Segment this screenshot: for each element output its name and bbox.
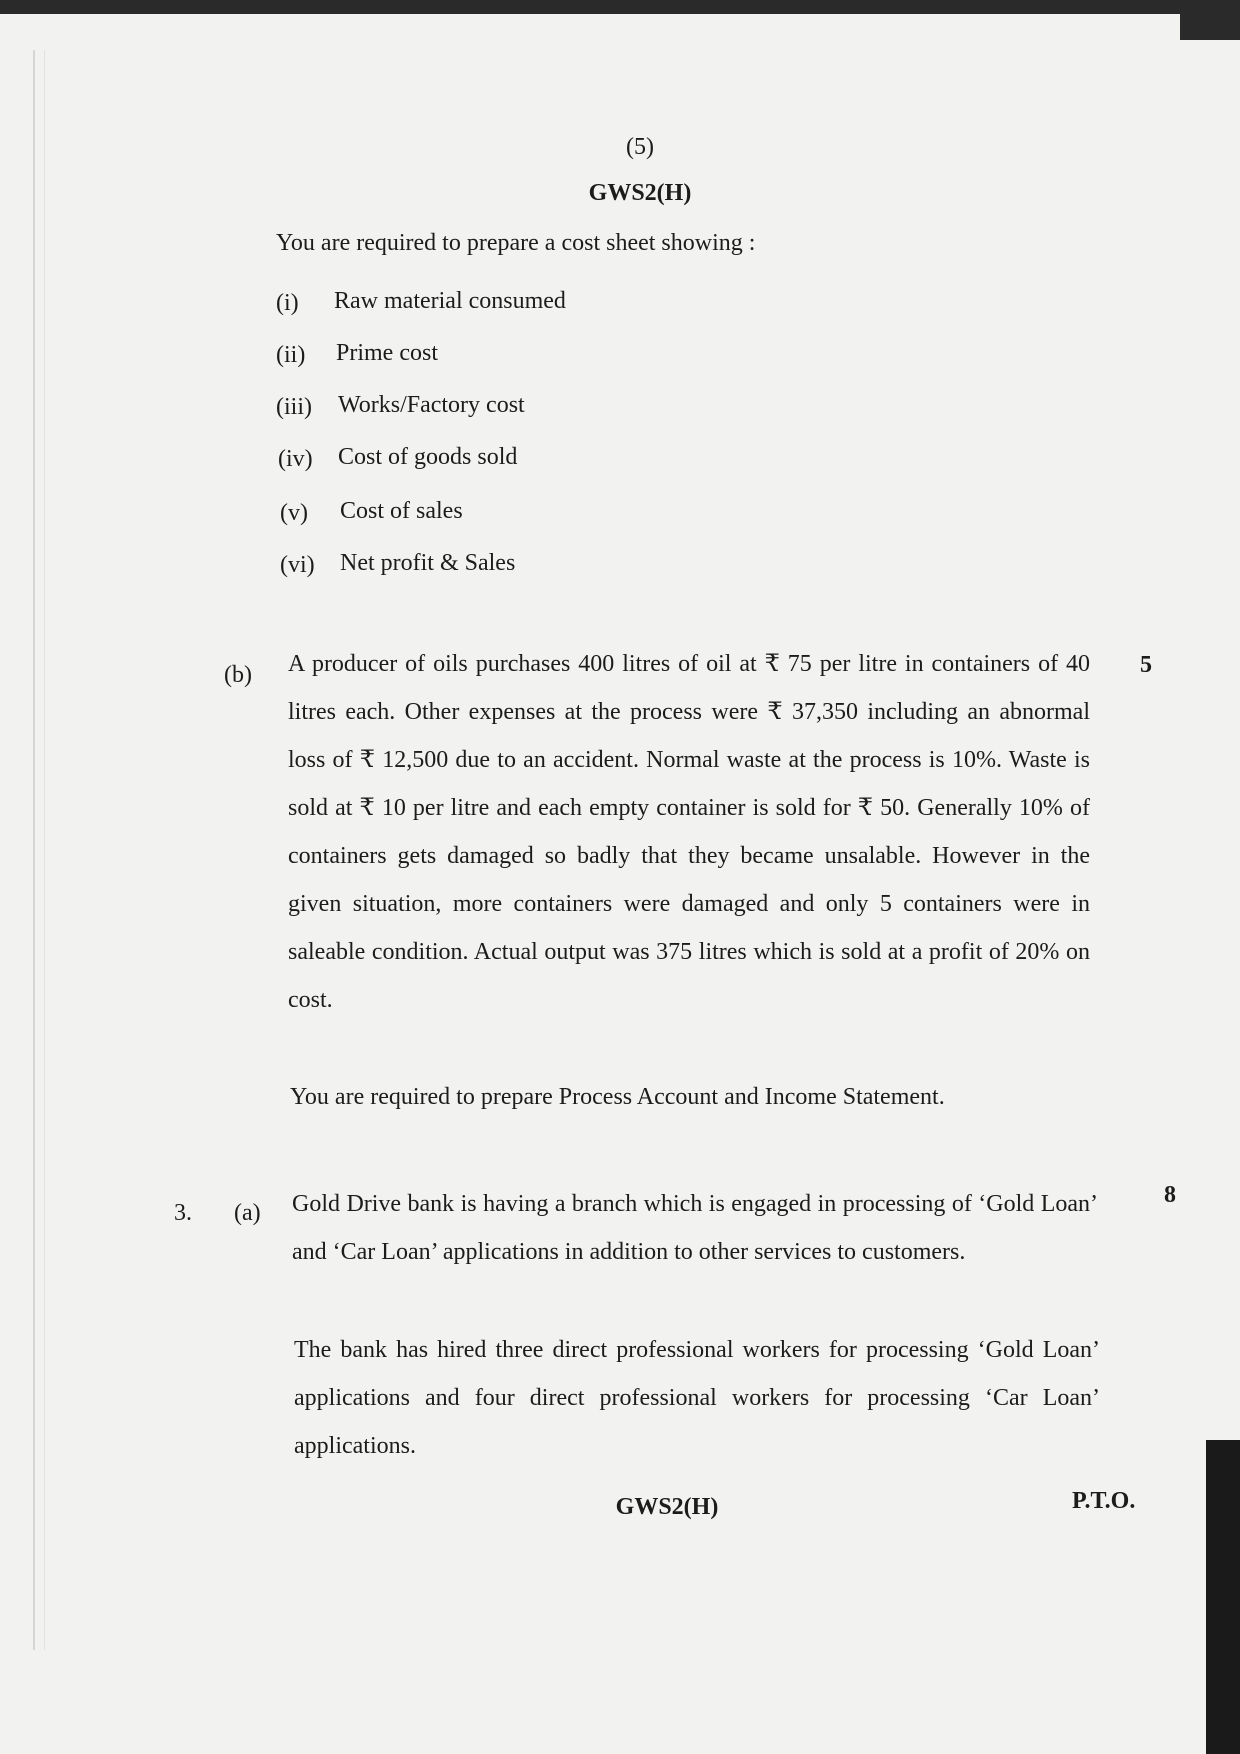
list-item-text: Cost of goods sold: [338, 444, 518, 470]
list-item-num: (vi): [280, 552, 315, 578]
pto-label: P.T.O.: [1072, 1488, 1136, 1514]
list-item-text: Raw material consumed: [334, 288, 566, 314]
question-2b-text: A producer of oils purchases 400 litres of oil at ₹ 75 per litre in containers of 40 litres each. Other expenses at the process were ₹ 37,350 including an abnormal loss of ₹ 12,500 due to an accident. Normal waste at the process is 10%. Waste is sold at ₹ 10 per litre and each empty container is sold for ₹ 50. Generally 10% of containers gets damaged so badly that they became unsalable. However in the given situation, more containers were damaged and only 5 containers were in saleable condition. Actual output was 375 litres which is sold at a profit of 20% on cost.: [288, 651, 1090, 1013]
question-3a-label: (a): [234, 1200, 261, 1226]
question-3-number: 3.: [174, 1200, 192, 1226]
paper-code-header: GWS2(H): [588, 180, 692, 206]
question-3a-text: Gold Drive bank is having a branch which is engaged in processing of ‘Gold Loan’ and ‘Car Loan’ applications in addition to other services to customers.: [292, 1191, 1098, 1265]
list-item-num: (v): [280, 500, 308, 526]
list-item-num: (iv): [278, 446, 313, 472]
page-number: (5): [626, 134, 654, 160]
list-item-num: (ii): [276, 342, 306, 368]
list-item-num: (iii): [276, 394, 312, 420]
list-item-num: (i): [276, 290, 299, 316]
list-item-text: Net profit & Sales: [340, 550, 516, 576]
scan-right-edge: [1206, 1440, 1240, 1754]
list-item-text: Works/Factory cost: [338, 392, 525, 418]
paper-code-footer: GWS2(H): [615, 1494, 719, 1520]
question-2b-label: (b): [224, 662, 252, 688]
question-2b-marks: 5: [1140, 652, 1152, 678]
list-item-text: Cost of sales: [340, 498, 463, 524]
scan-left-margin-line: [33, 50, 35, 1650]
question-3a-marks: 8: [1164, 1182, 1176, 1208]
scan-top-edge: [0, 0, 1240, 14]
cost-sheet-intro: You are required to prepare a cost sheet showing :: [276, 230, 756, 256]
scan-top-right-edge: [1180, 0, 1240, 40]
list-item-text: Prime cost: [336, 340, 438, 366]
scan-left-margin-line-2: [44, 50, 45, 1650]
question-2b-instruction: You are required to prepare Process Account and Income Statement.: [290, 1084, 945, 1110]
question-3a-text-2: The bank has hired three direct professional workers for processing ‘Gold Loan’ applications and four direct professional workers for processing ‘Car Loan’ applications.: [294, 1337, 1100, 1459]
